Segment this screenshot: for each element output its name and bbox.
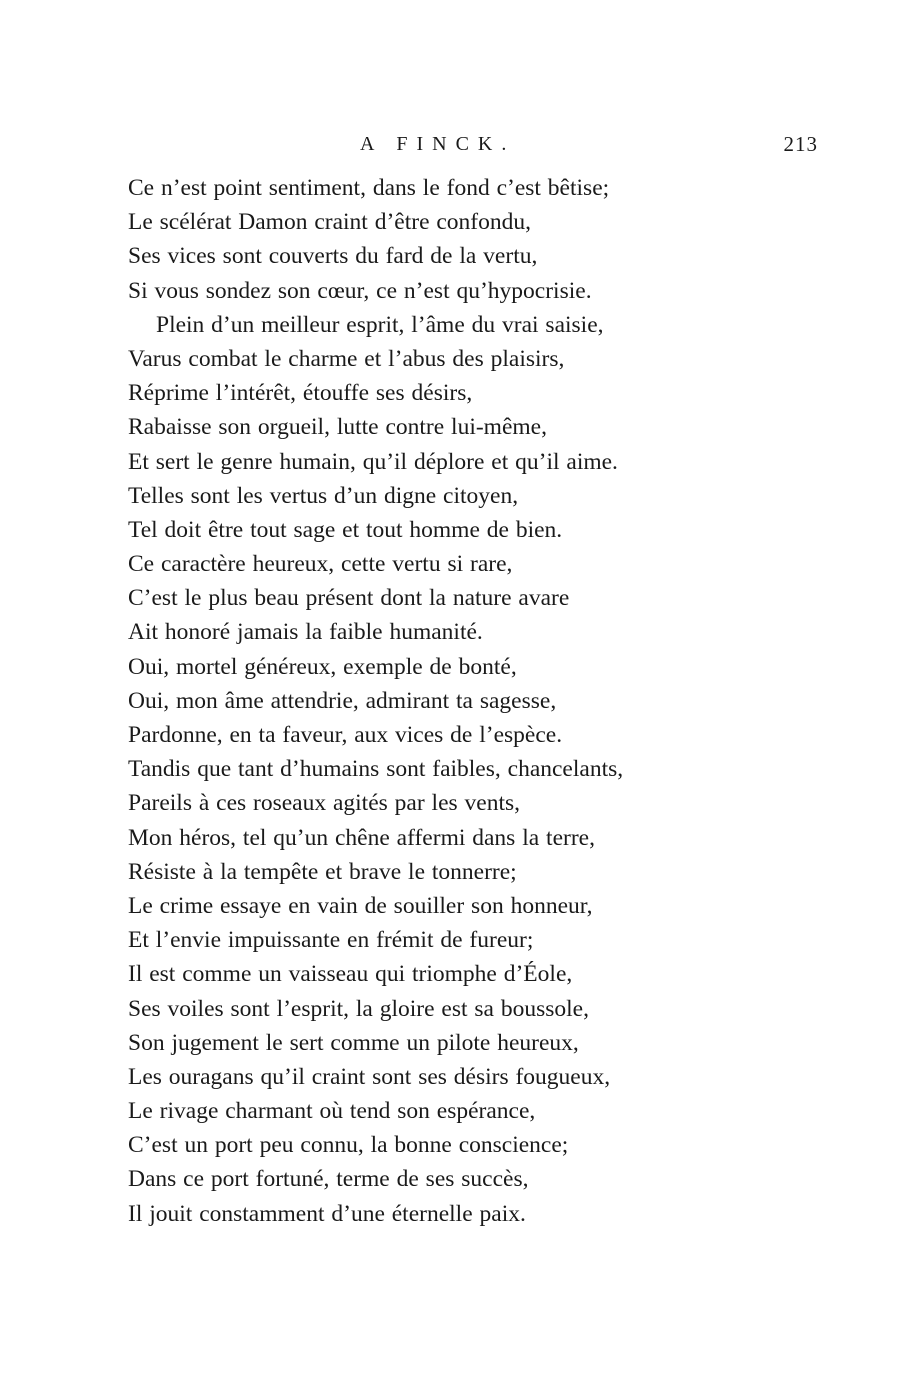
verse-line: Il jouit constamment d’une éternelle paix.: [128, 1200, 526, 1227]
verse-line: Et sert le genre humain, qu’il déplore et qu’il aime.: [128, 448, 618, 475]
verse-line: Dans ce port fortuné, terme de ses succès,: [128, 1166, 529, 1193]
verse-line: Réprime l’intérêt, étouffe ses désirs,: [128, 380, 473, 407]
verse-line: Mon héros, tel qu’un chêne affermi dans la terre,: [128, 824, 595, 851]
verse-line: Si vous sondez son cœur, ce n’est qu’hypocrisie.: [128, 277, 592, 304]
verse-line: Pardonne, en ta faveur, aux vices de l’espèce.: [128, 722, 563, 748]
verse-line: Le rivage charmant où tend son espérance,: [128, 1098, 536, 1125]
verse-line: C’est le plus beau présent dont la nature avare: [128, 585, 570, 612]
verse-line: Tel doit être tout sage et tout homme de bien.: [128, 516, 563, 543]
verse-line: Le scélérat Damon craint d’être confondu,: [128, 209, 532, 236]
verse-line: Ce caractère heureux, cette vertu si rare,: [128, 551, 513, 578]
verse-line: Résiste à la tempête et brave le tonnerre;: [128, 858, 517, 885]
verse-line: Et l’envie impuissante en frémit de fureur;: [128, 927, 534, 954]
running-head: [0, 128, 900, 160]
verse-line: Pareils à ces roseaux agités par les vents,: [128, 790, 521, 817]
verse-line: Les ouragans qu’il craint sont ses désirs fougueux,: [128, 1063, 611, 1090]
verse-line: Oui, mortel généreux, exemple de bonté,: [128, 653, 517, 680]
verse-line: Il est comme un vaisseau qui triomphe d’Éole,: [128, 961, 573, 988]
verse-line: Tandis que tant d’humains sont faibles, chancelants,: [128, 756, 624, 783]
verse-line: Ses voiles sont l’esprit, la gloire est sa boussole,: [128, 995, 589, 1022]
running-title: A FINCK.: [360, 133, 516, 155]
poem-text: [128, 171, 768, 1231]
verse-line: C’est un port peu connu, la bonne conscience;: [128, 1132, 569, 1159]
verse-line: Ses vices sont couverts du fard de la vertu,: [128, 243, 538, 270]
verse-line: Son jugement le sert comme un pilote heureux,: [128, 1029, 579, 1056]
verse-line: Varus combat le charme et l’abus des plaisirs,: [128, 345, 565, 372]
verse-line: Ce n’est point sentiment, dans le fond c’est bêtise;: [128, 175, 610, 201]
verse-line: Plein d’un meilleur esprit, l’âme du vrai saisie,: [156, 311, 604, 338]
verse-line: Le crime essaye en vain de souiller son honneur,: [128, 892, 593, 919]
verse-line: Ait honoré jamais la faible humanité.: [128, 619, 483, 646]
verse-line: Oui, mon âme attendrie, admirant ta sagesse,: [128, 687, 557, 714]
verse-line: Telles sont les vertus d’un digne citoyen,: [128, 482, 519, 509]
page-number: 213: [783, 132, 818, 156]
verse-line: Rabaisse son orgueil, lutte contre lui-même,: [128, 414, 547, 441]
